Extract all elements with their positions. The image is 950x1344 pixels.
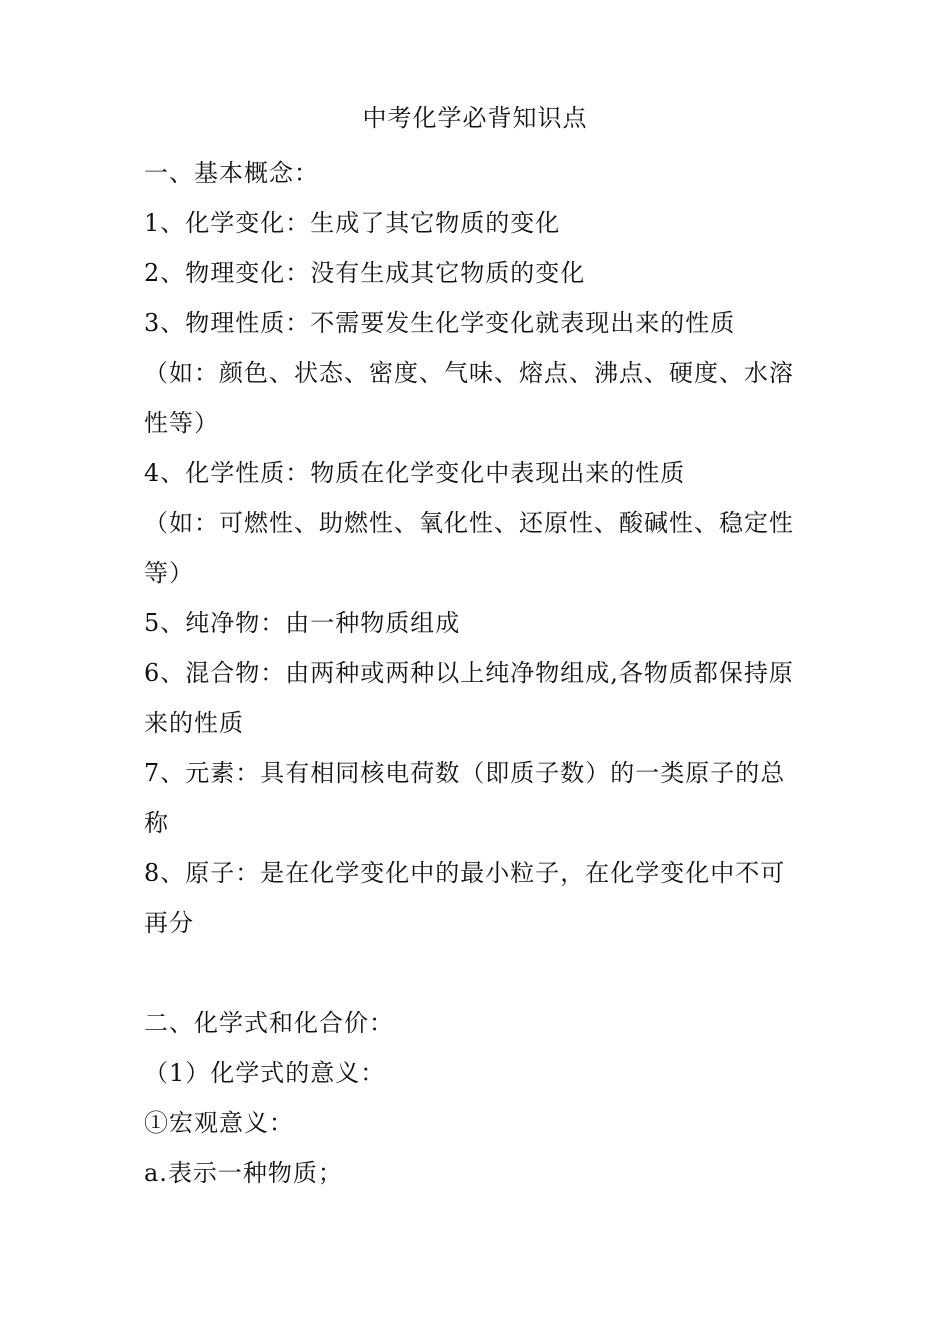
text-line: 5、纯净物：由一种物质组成 <box>144 609 461 637</box>
text-line: 来的性质 <box>144 709 244 737</box>
text-line: 称 <box>144 809 169 837</box>
text-line: 再分 <box>144 909 194 937</box>
text-line: 1、化学变化：生成了其它物质的变化 <box>144 209 561 237</box>
text-line: （如：颜色、状态、密度、气味、熔点、沸点、硬度、水溶 <box>144 359 794 387</box>
text-line: 7、元素：具有相同核电荷数（即质子数）的一类原子的总 <box>144 759 786 787</box>
section-heading-basic-concepts: 一、基本概念： <box>144 159 319 187</box>
text-line: 8、原子：是在化学变化中的最小粒子，在化学变化中不可 <box>144 859 786 887</box>
text-line: （1）化学式的意义： <box>144 1059 386 1087</box>
text-line: a.表示一种物质； <box>144 1159 343 1187</box>
text-line: 3、物理性质：不需要发生化学变化就表现出来的性质 <box>144 309 736 337</box>
section-heading-formula-valence: 二、化学式和化合价： <box>144 1009 394 1037</box>
text-line: ①宏观意义： <box>144 1109 294 1137</box>
document-body <box>144 148 814 1198</box>
text-line: 性等） <box>144 409 219 437</box>
blank-line <box>144 948 814 998</box>
text-line: （如：可燃性、助燃性、氧化性、还原性、酸碱性、稳定性 <box>144 509 794 537</box>
text-line: 4、化学性质：物质在化学变化中表现出来的性质 <box>144 459 686 487</box>
text-line: 等） <box>144 559 194 587</box>
text-line: 2、物理变化：没有生成其它物质的变化 <box>144 259 586 287</box>
page-title: 中考化学必背知识点 <box>362 104 588 132</box>
text-line: 6、混合物：由两种或两种以上纯净物组成,各物质都保持原 <box>144 659 794 687</box>
